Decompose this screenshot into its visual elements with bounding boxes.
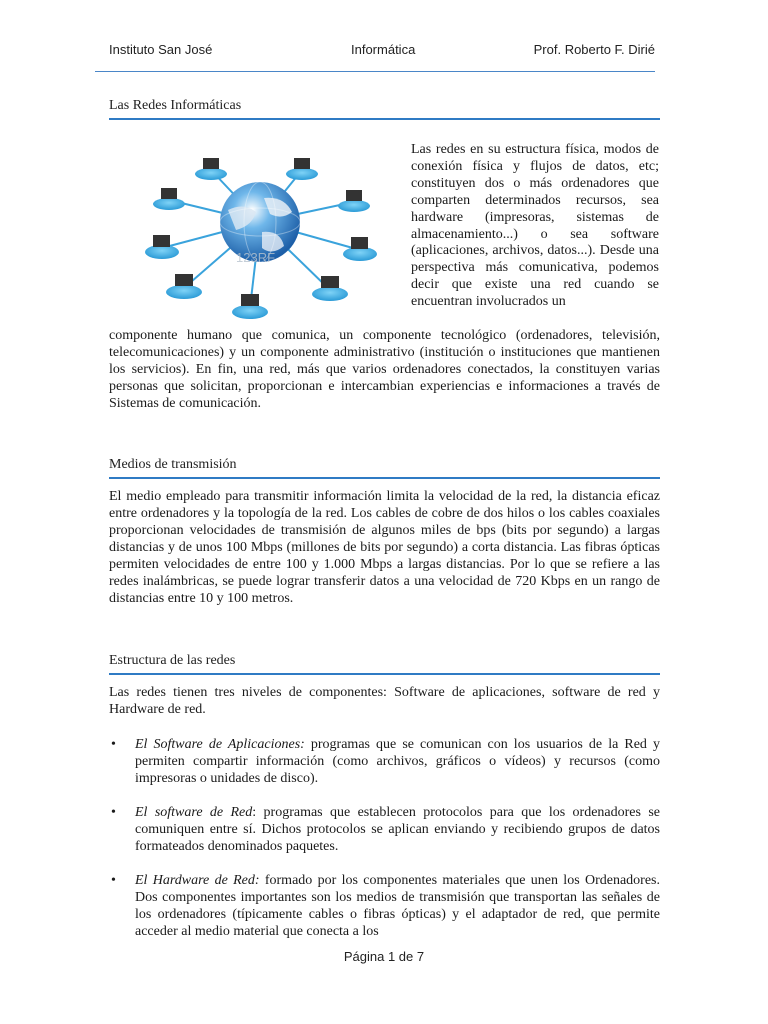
list-item — [109, 804, 660, 855]
laptop-icon — [343, 237, 377, 261]
section-title-medios: Medios de transmisión — [109, 457, 660, 479]
page-number: Página 1 de 7 — [343, 949, 425, 964]
list-item — [109, 736, 660, 787]
list-item-term: El Software de Aplicaciones: — [135, 737, 305, 752]
list-item-text: programas que se comunican con los usuarios de la Red y permiten compartir información (como archivos, gráficos o vídeos) y recursos (como impresoras o unidades de disco). — [135, 737, 660, 786]
medios-paragraph: El medio empleado para transmitir información limita la velocidad de la red, la distancia eficaz entre ordenadores y la topología de la red. Los cables de cobre de dos hilos o los cables coaxiales proporcionan velocidades de transmisión de algunos miles de bps (bits por segundo) a largas distancias y de unos 100 Mbps (millones de bits por segundo) a corta distancia. Las fibras ópticas permiten velocidades de entre 100 y 1.000 Mbps a largas distancias. Por lo que se refiere a las redes inalámbricas, se puede lograr transferir datos a una velocidad de 720 Kbps en un rango de distancias entre 10 y 100 metros. — [109, 489, 660, 606]
list-item-term: El software de Red — [135, 805, 253, 820]
laptop-icon — [232, 294, 268, 319]
laptop-icon — [338, 190, 370, 212]
image-watermark: 123RF — [236, 250, 276, 265]
laptop-icon — [312, 276, 348, 301]
header-author: Prof. Roberto F. Dirié — [533, 42, 655, 57]
header-institution: Instituto San José — [109, 42, 213, 57]
bullet-icon: • — [111, 805, 116, 820]
network-diagram-svg — [124, 140, 406, 330]
list-item-text: formado por los componentes materiales que unen los Ordenadores. Dos componentes importantes son los medios de transmisión que transportan las señales de los ordenadores (típicamente cables o fibras ópticas) y el adaptador de red, que permite acceder al medio material que conecta a los — [135, 873, 660, 939]
section-title-redes: Las Redes Informáticas — [109, 98, 660, 120]
page-header — [95, 40, 655, 70]
network-illustration — [124, 140, 406, 330]
laptop-icon — [145, 235, 179, 259]
component-list — [109, 736, 660, 940]
laptop-icon — [153, 188, 185, 210]
estructura-intro: Las redes tienen tres niveles de componentes: Software de aplicaciones, software de red y Hardware de red. — [109, 685, 660, 717]
bullet-icon: • — [111, 873, 116, 888]
laptop-icon — [195, 158, 227, 180]
header-subject: Informática — [351, 42, 416, 57]
intro-paragraph-continued: componente humano que comunica, un componente tecnológico (ordenadores, televisión, telecomunicaciones) y un componente administrativo (institución o instituciones que mantienen los servicios). En fin, una red, más que varios ordenadores conectados, la constituyen varias personas que solicitan, proporcionan e intercambian experiencias e informaciones a través de Sistemas de comunicación. — [109, 328, 660, 411]
list-item — [109, 872, 660, 940]
laptop-icon — [286, 158, 318, 180]
intro-paragraph-right: Las redes en su estructura física, modos de conexión física y flujos de datos, etc; constituyen dos o más ordenadores que comparten determinados recursos, sea hardware (impresoras, sistemas de almacenamiento...) o sea software (aplicaciones, archivos, datos...). Desde una perspectiva más comunicativa, podemos decir que existe una red cuando se encuentran involucrados un — [411, 142, 659, 310]
header-divider — [95, 71, 655, 72]
bullet-icon: • — [111, 737, 116, 752]
section-title-estructura: Estructura de las redes — [109, 653, 660, 675]
list-item-text: : programas que establecen protocolos para que los ordenadores se comuniquen entre sí. Dichos protocolos se aplican enviando y recibiendo grupos de datos formateados denominados paquetes. — [135, 805, 660, 854]
list-item-term: El Hardware de Red: — [135, 873, 260, 888]
